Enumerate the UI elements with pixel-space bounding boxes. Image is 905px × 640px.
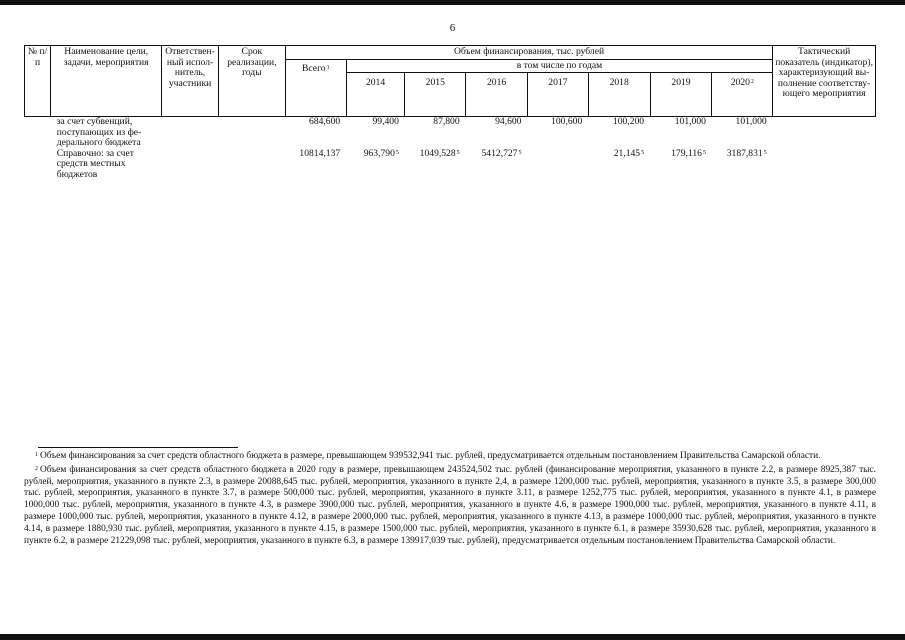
header-year-2018: 2018: [588, 73, 650, 117]
footnote-ref: 1: [326, 64, 330, 71]
footnote-mark: 2: [35, 465, 38, 472]
row-value-2016: 5412,727$^5$: [481, 147, 522, 159]
row-total: 684,600: [309, 116, 341, 127]
header-year-2016: 2016: [466, 73, 528, 117]
footnote-text: Объем финансирования за счет средств областного бюджета в 2020 году в размере, превышающем 243524,502 тыс. рублей (финансирование мероприятия, указанного в пункте 2.2, в размере 8925,387 тыс. рублей, мероприятия, указанного в пункте 2.3, в размере 20088,645 тыс. рублей, мероприятия, указанного в пункте 2,4, в размере 1200,000 тыс. рублей, мероприятия, указанного в пункте 3.5, в размере 300,000 тыс. рублей, мероприятия, указанного в пункте 3.7, в размере 500,000 тыс. рублей, мероприятия, указанного в пункте 3.11, в размере 1252,775 тыс. рублей, мероприятия, указанного в пункте 4.1, в размере 1000,000 тыс. рублей, мероприятия, указанного в пункте 4.3, в размере 3900,000 тыс. рублей, мероприятия, указанного в пункте 4.6, в размере 1900,000 тыс. рублей, мероприятия, указанного в пункте 4.11, в размере 1000,000 тыс. рублей, мероприятия, указанного в пункте 4.12, в размере 2000,000 тыс. рублей, мероприятия, указанного в пункте 4.13, в размере 1000,000 тыс. рублей, мероприятия, указанного в пункте 4.14, в размере 1880,930 тыс. рублей, мероприятия, указанного в пункте 4.15, в размере 1500,000 тыс. рублей, мероприятия, указанного в пункте 6.1, в размере 35930,628 тыс. рублей, мероприятия, указанного в пункте 6.2, в размере 21229,098 тыс. рублей, мероприятия, указанного в пункте 6.3, в размере 139917,039 тыс. рублей), предусматривается отдельным постановлением Правительства Самарской области.: [24, 464, 876, 546]
header-indicator: Тактический показатель (индикатор), характеризующий вы-полнение соответству-ющего мероприятия: [773, 46, 876, 117]
footnote-ref: 5: [518, 149, 522, 156]
row-value-2019: 179,116$^5$: [671, 147, 706, 159]
footnote-mark: 1: [35, 452, 38, 458]
footnote-1: [24, 451, 876, 463]
bottom-edge-bar: [0, 634, 905, 640]
row-value-2019: 101,000: [674, 116, 706, 127]
footnote-ref: 5: [641, 149, 645, 156]
footnote-ref: 5: [456, 149, 460, 156]
footnote-ref: 5: [395, 149, 399, 156]
footnote-separator: [38, 447, 238, 448]
row-value-2018: 100,200: [612, 116, 645, 127]
row-term: [218, 149, 285, 181]
header-num: № п/п: [25, 46, 51, 117]
page-number: 6: [449, 22, 456, 34]
header-name: Наименование цели, задачи, мероприятия: [51, 46, 162, 117]
header-year-2020-label: 2020: [730, 77, 750, 88]
row-indicator: [773, 149, 876, 181]
row-term: [218, 117, 285, 149]
footnotes: [24, 451, 876, 549]
row-value-2017: [527, 149, 588, 181]
row-value-2016: 94,600: [495, 116, 522, 127]
top-edge-bar: [0, 0, 905, 5]
header-row-1: [25, 46, 876, 60]
row-value-2014: 963,790$^5$: [363, 147, 399, 159]
table-row: [25, 117, 876, 149]
header-volume: Объем финансирования, тыс. рублей: [285, 46, 772, 60]
footnote-text: Объем финансирования за счет средств областного бюджета в размере, превышающем 939532,941 тыс. рублей, предусматривается отдельным постановлением Правительства Самарской области.: [40, 451, 821, 461]
row-value-2015: 87,800: [433, 116, 460, 127]
table-row: [25, 149, 876, 181]
row-value-2020: 101,000: [735, 116, 767, 127]
row-value-2017: 100,600: [551, 116, 583, 127]
header-by-year: в том числе по годам: [346, 59, 773, 73]
row-responsible: [162, 149, 219, 181]
header-responsible: Ответствен-ный испол-нитель, участники: [162, 46, 219, 117]
header-year-2015: 2015: [405, 73, 466, 117]
financing-table: [24, 45, 876, 180]
row-indicator: [773, 117, 876, 149]
footnote-ref: 2: [750, 79, 754, 85]
header-year-2017: 2017: [527, 73, 588, 117]
footnote-2: [24, 465, 876, 548]
row-value-2020: 3187,831$^5$: [726, 147, 767, 159]
row-total: 10814,137: [299, 147, 341, 159]
row-label: Справочно: за счет средств местных бюджетов: [56, 147, 134, 180]
header-year-2020: [712, 73, 773, 117]
header-year-2019: 2019: [650, 73, 712, 117]
row-num: [25, 149, 51, 181]
row-value-2018: 21,145$^5$: [613, 147, 645, 159]
footnote-ref: 5: [763, 149, 767, 156]
footnote-ref: 5: [702, 149, 706, 156]
row-label: за счет субвенций, поступающих из фе-дерального бюджета: [56, 116, 142, 148]
row-value-2014: 99,400: [372, 116, 399, 127]
header-term: Срок реализации, годы: [218, 46, 285, 117]
row-value-2015: 1049,528$^5$: [419, 147, 460, 159]
row-responsible: [162, 117, 219, 149]
header-year-2014: 2014: [346, 73, 405, 117]
row-num: [25, 117, 51, 149]
header-total-label: Всего: [302, 62, 326, 74]
header-total: [285, 59, 346, 117]
